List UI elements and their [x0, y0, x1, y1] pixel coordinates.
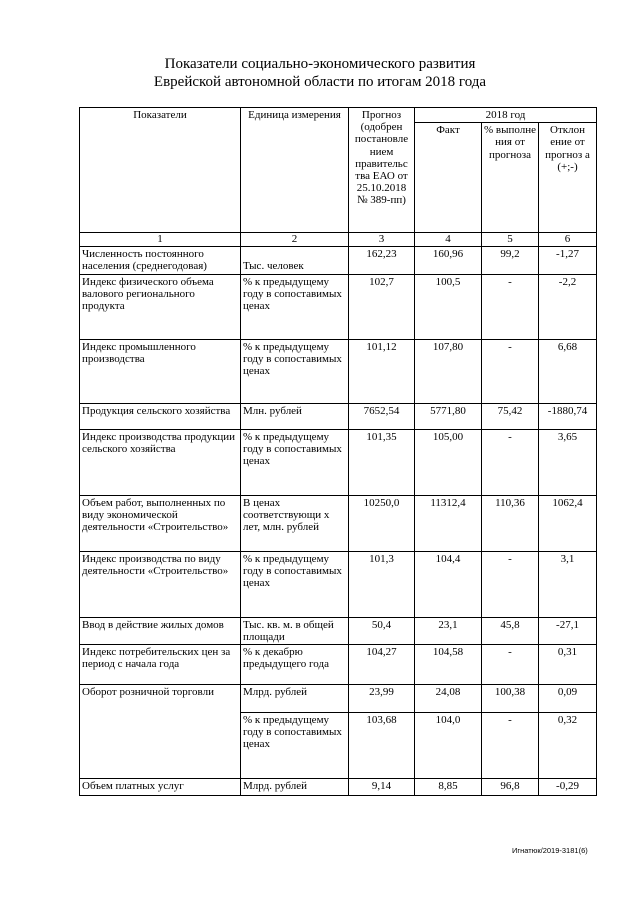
row-forecast: 10250,0 — [349, 495, 415, 551]
row-fact: 107,80 — [415, 339, 482, 403]
row-indicator: Продукция сельского хозяйства — [80, 403, 241, 429]
row-percent: - — [482, 645, 539, 685]
table-row — [80, 685, 597, 713]
row-forecast: 23,99 — [349, 685, 415, 713]
row-percent: - — [482, 339, 539, 403]
row-indicator: Индекс производства по виду деятельности «Строительство» — [80, 551, 241, 617]
row-unit: Тыс. кв. м. в общей площади — [241, 617, 349, 644]
row-fact: 11312,4 — [415, 495, 482, 551]
row-forecast: 162,23 — [349, 247, 415, 274]
indicators-table — [79, 107, 597, 796]
row-forecast: 101,35 — [349, 429, 415, 495]
table-row — [80, 247, 597, 274]
table-row — [80, 274, 597, 339]
row-deviation: -2,2 — [539, 274, 597, 339]
table-row — [80, 339, 597, 403]
row-fact: 104,4 — [415, 551, 482, 617]
row-fact: 104,58 — [415, 645, 482, 685]
row-deviation: 6,68 — [539, 339, 597, 403]
table-row — [80, 779, 597, 796]
row-forecast: 9,14 — [349, 779, 415, 796]
row-deviation: 0,09 — [539, 685, 597, 713]
header-fact: Факт — [415, 123, 482, 233]
row-percent: 75,42 — [482, 403, 539, 429]
row-fact: 23,1 — [415, 617, 482, 644]
row-percent: 96,8 — [482, 779, 539, 796]
row-deviation: -1,27 — [539, 247, 597, 274]
row-deviation: 3,65 — [539, 429, 597, 495]
row-indicator: Ввод в действие жилых домов — [80, 617, 241, 644]
row-indicator: Индекс промышленного производства — [80, 339, 241, 403]
row-fact: 100,5 — [415, 274, 482, 339]
title-line-1: Показатели социально-экономического развития — [164, 56, 476, 72]
row-forecast: 101,3 — [349, 551, 415, 617]
row-forecast: 102,7 — [349, 274, 415, 339]
row-fact: 105,00 — [415, 429, 482, 495]
row-deviation: 1062,4 — [539, 495, 597, 551]
column-number: 4 — [415, 233, 482, 247]
column-number: 5 — [482, 233, 539, 247]
row-indicator: Индекс потребительских цен за период с начала года — [80, 645, 241, 685]
row-unit: Тыс. человек — [241, 247, 349, 274]
row-indicator: Индекс физического объема валового регионального продукта — [80, 274, 241, 339]
row-fact: 24,08 — [415, 685, 482, 713]
row-indicator: Численность постоянного населения (среднегодовая) — [80, 247, 241, 274]
row-deviation: 3,1 — [539, 551, 597, 617]
table-row — [80, 403, 597, 429]
row-unit: % к декабрю предыдущего года — [241, 645, 349, 685]
row-forecast: 104,27 — [349, 645, 415, 685]
row-percent: - — [482, 551, 539, 617]
row-unit: % к предыдущему году в сопоставимых ценах — [241, 429, 349, 495]
table-row — [80, 429, 597, 495]
row-percent: 100,38 — [482, 685, 539, 713]
row-percent: - — [482, 713, 539, 779]
row-fact: 104,0 — [415, 713, 482, 779]
table-row — [80, 645, 597, 685]
row-unit: Млн. рублей — [241, 403, 349, 429]
row-forecast: 7652,54 — [349, 403, 415, 429]
row-unit: Млрд. рублей — [241, 685, 349, 713]
row-fact: 8,85 — [415, 779, 482, 796]
row-percent: 99,2 — [482, 247, 539, 274]
column-number: 2 — [241, 233, 349, 247]
row-percent: - — [482, 429, 539, 495]
header-unit: Единица измерения — [241, 108, 349, 233]
row-deviation: -0,29 — [539, 779, 597, 796]
row-unit: Млрд. рублей — [241, 779, 349, 796]
row-unit: % к предыдущему году в сопоставимых ценах — [241, 274, 349, 339]
header-deviation: Отклон ение от прогноз а (+;-) — [539, 123, 597, 233]
header-forecast: Прогноз (одобрен постановле нием правительс тва ЕАО от 25.10.2018 № 389-пп) — [349, 108, 415, 233]
header-year-group: 2018 год — [415, 108, 597, 123]
document-title — [0, 55, 640, 91]
column-number-row — [80, 233, 597, 247]
column-number: 6 — [539, 233, 597, 247]
row-unit: % к предыдущему году в сопоставимых ценах — [241, 551, 349, 617]
row-deviation: -27,1 — [539, 617, 597, 644]
row-deviation: 0,31 — [539, 645, 597, 685]
row-percent: 45,8 — [482, 617, 539, 644]
row-indicator: Объем работ, выполненных по виду экономической деятельности «Строительство» — [80, 495, 241, 551]
table-row — [80, 495, 597, 551]
row-forecast: 50,4 — [349, 617, 415, 644]
table-row — [80, 551, 597, 617]
row-fact: 160,96 — [415, 247, 482, 274]
row-deviation: 0,32 — [539, 713, 597, 779]
column-number: 1 — [80, 233, 241, 247]
header-percent: % выполне ния от прогноза — [482, 123, 539, 233]
row-percent: - — [482, 274, 539, 339]
row-percent: 110,36 — [482, 495, 539, 551]
row-unit: % к предыдущему году в сопоставимых ценах — [241, 713, 349, 779]
row-indicator: Индекс производства продукции сельского хозяйства — [80, 429, 241, 495]
header-indicator: Показатели — [80, 108, 241, 233]
row-unit: В ценах соответствующи х лет, млн. рублей — [241, 495, 349, 551]
row-indicator: Оборот розничной торговли — [80, 685, 241, 779]
document-reference: Игнатюк/2019-3181(6) — [512, 846, 588, 855]
title-line-2: Еврейской автономной области по итогам 2018 года — [153, 74, 487, 90]
row-unit: % к предыдущему году в сопоставимых ценах — [241, 339, 349, 403]
row-deviation: -1880,74 — [539, 403, 597, 429]
row-forecast: 101,12 — [349, 339, 415, 403]
table-row — [80, 617, 597, 644]
row-fact: 5771,80 — [415, 403, 482, 429]
row-indicator: Объем платных услуг — [80, 779, 241, 796]
row-forecast: 103,68 — [349, 713, 415, 779]
column-number: 3 — [349, 233, 415, 247]
